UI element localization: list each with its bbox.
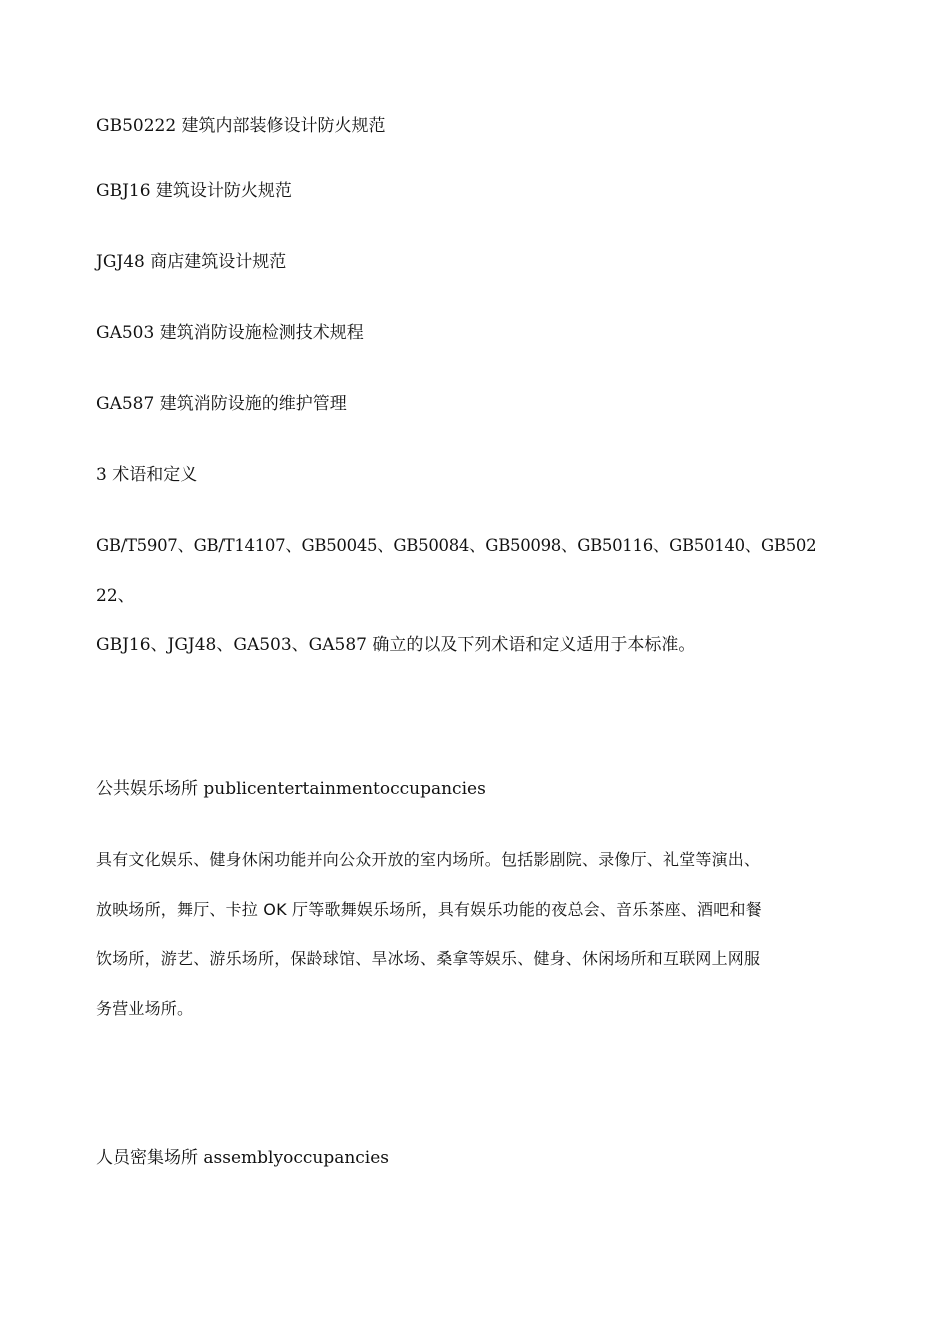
intro-line-3: GBJ16、JGJ48、GA503、GA587 确立的以及下列术语和定义适用于本标准。 [96,635,696,655]
reference-gb50222: GB50222 建筑内部装修设计防火规范 [96,116,386,136]
term-definition-line-1: 具有文化娱乐、健身休闲功能并向公众开放的室内场所。包括影剧院、录像厅、礼堂等演出、 [96,850,761,869]
reference-gbj16: GBJ16 建筑设计防火规范 [96,181,292,201]
intro-line-2: 22、 [96,586,135,606]
reference-ga587: GA587 建筑消防设施的维护管理 [96,394,347,414]
intro-line-1: GB/T5907、GB/T14107、GB50045、GB50084、GB50098、GB50116、GB50140、GB502 [96,536,817,555]
reference-ga503: GA503 建筑消防设施检测技术规程 [96,323,364,343]
section-heading: 3 术语和定义 [96,465,198,485]
term-title-public-entertainment: 公共娱乐场所 publicentertainmentoccupancies [96,779,486,799]
term-definition-line-3: 饮场所，游艺、游乐场所，保龄球馆、旱冰场、桑拿等娱乐、健身、休闲场所和互联网上网服 [96,949,761,968]
term-definition-line-2: 放映场所，舞厅、卡拉 OK 厅等歌舞娱乐场所，具有娱乐功能的夜总会、音乐茶座、酒吧和餐 [96,900,762,919]
term-title-assembly: 人员密集场所 assemblyoccupancies [96,1148,390,1168]
reference-jgj48: JGJ48 商店建筑设计规范 [96,252,287,272]
term-definition-line-4: 务营业场所。 [96,999,194,1018]
